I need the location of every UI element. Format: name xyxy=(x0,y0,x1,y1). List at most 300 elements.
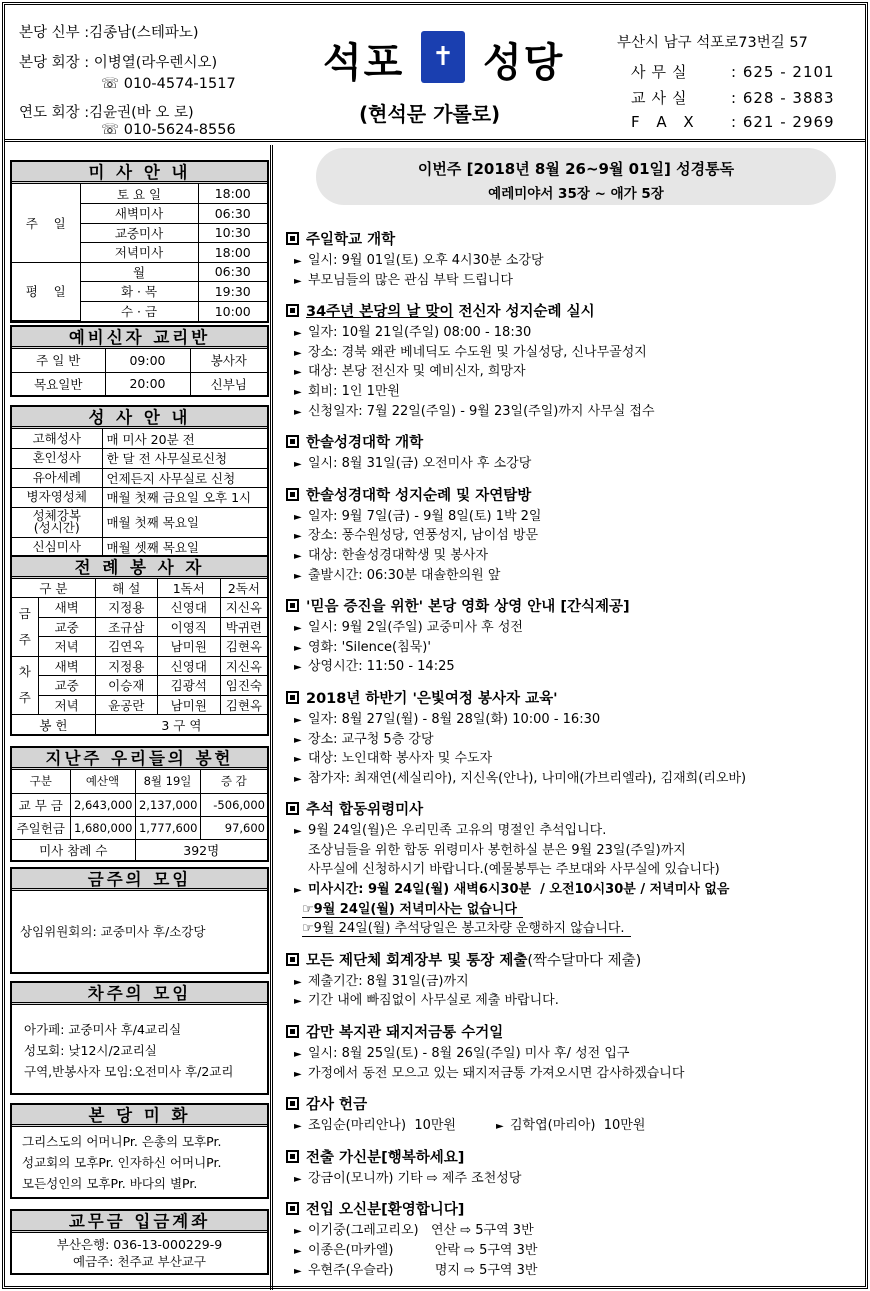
church-cleaning-line: 성교회의 모후Pr. 인자하신 어머니Pr. xyxy=(22,1155,222,1170)
sacrament-name: 유아세례 xyxy=(12,468,102,488)
liturgy-ministers-title: 전 례 봉 사 자 xyxy=(12,557,267,579)
bible-reading-banner xyxy=(316,148,836,205)
notice-item xyxy=(286,841,870,861)
notice-item xyxy=(286,251,870,271)
this-week-meetings-title: 금주의 모임 xyxy=(12,869,267,891)
mass-name: 저녁미사 xyxy=(80,243,198,263)
sacrament-name: 신심미사 xyxy=(12,537,102,557)
sacraments-info xyxy=(10,405,269,559)
notice-item xyxy=(286,900,870,920)
notice-item-text: ☞9월 24일(월) 추석당일은 봉고차량 운행하지 않습니다. xyxy=(302,921,631,937)
arrow-bullet-icon: ► xyxy=(294,714,302,726)
notice-item-text: 장소: 교구청 5층 강당 xyxy=(308,731,434,747)
table-row xyxy=(12,598,267,618)
column-header: 구 분 xyxy=(12,579,95,598)
cell: 목요일반 xyxy=(12,372,105,395)
notice-item xyxy=(286,1241,870,1261)
notice-section xyxy=(286,689,870,788)
this-week-meetings xyxy=(10,867,269,974)
table-row xyxy=(12,262,267,282)
this-week-meetings-line: 상임위원회의: 교중미사 후/소강당 xyxy=(20,924,206,939)
phone-icon: ☏ xyxy=(101,122,124,138)
cell: 교중 xyxy=(38,676,95,696)
arrow-bullet-icon: ► xyxy=(294,386,302,398)
sacrament-name: 병자영성체 xyxy=(12,488,102,508)
table-row xyxy=(12,816,267,839)
church-cleaning-line: 모든성인의 모후Pr. 바다의 별Pr. xyxy=(22,1176,198,1191)
phone-number: 010-5624-8556 xyxy=(123,122,236,138)
notice-section xyxy=(286,1148,870,1189)
day-type-label: 주 일 xyxy=(12,184,80,262)
notice-item-text: 김학엽(마리아) 10만원 xyxy=(509,1118,646,1134)
cell: 1,777,600 xyxy=(135,816,200,839)
cell: 지정용 xyxy=(95,598,157,618)
notice-title-text: '믿음 증진을 위한' 본당 영화 상영 안내 [간식제공] xyxy=(306,599,630,616)
notice-item xyxy=(286,1169,870,1189)
cell: 임진숙 xyxy=(220,676,267,696)
notice-item-text: 일자: 9월 7일(금) - 9월 8일(토) 1박 2일 xyxy=(308,508,542,524)
notice-item xyxy=(286,566,870,586)
notice-section xyxy=(286,1200,870,1280)
notice-section xyxy=(286,597,870,677)
notice-item xyxy=(286,730,870,750)
column-header: 구분 xyxy=(12,770,70,793)
notice-item xyxy=(286,749,870,769)
notice-item xyxy=(286,546,870,566)
square-bullet-icon xyxy=(286,304,299,317)
next-week-meetings-title: 차주의 모임 xyxy=(12,983,267,1005)
cell: 김현옥 xyxy=(220,695,267,715)
cell: -506,000 xyxy=(200,793,267,816)
notice-item-text: 이기중(그레고리오) 연산 ⇨ 5구역 3반 xyxy=(308,1223,534,1239)
office-label: 교사실 xyxy=(631,89,693,107)
arrow-bullet-icon: ► xyxy=(294,328,302,340)
arrow-bullet-icon: ► xyxy=(294,773,302,785)
arrow-bullet-icon: ► xyxy=(294,367,302,379)
attendance-value: 392명 xyxy=(135,839,267,860)
square-bullet-icon xyxy=(286,232,299,245)
liturgy-ministers xyxy=(10,555,269,736)
arrow-bullet-icon: ► xyxy=(294,885,302,897)
week-label: 금주 xyxy=(12,598,38,657)
church-logo-icon: ✝ xyxy=(421,31,465,83)
table-row xyxy=(12,468,267,488)
notice-item xyxy=(286,769,870,789)
sacrament-info: 매월 셋째 목요일 xyxy=(102,537,267,557)
table-header-row xyxy=(12,770,267,793)
table-row xyxy=(12,839,267,860)
table-row xyxy=(12,656,267,676)
teacher-phone xyxy=(631,87,835,108)
notice-item-text: 일시: 9월 01일(토) 오후 4시30분 소강당 xyxy=(308,253,544,268)
notice-item-text: 이종은(마카엘) 안락 ⇨ 5구역 3반 xyxy=(308,1243,538,1258)
notice-item xyxy=(286,362,870,382)
notice-section xyxy=(286,230,870,290)
tithe-account-line: 예금주: 천주교 부산교구 xyxy=(73,1254,206,1269)
reading-title: 이번주 [2018년 8월 26~9월 01일] 성경통독 xyxy=(417,160,735,178)
office-label: 사무실 xyxy=(631,63,693,81)
next-week-meetings-line: 구역,반봉사자 모임:오전미사 후/2교리 xyxy=(24,1064,234,1079)
arrow-bullet-icon: ► xyxy=(294,1246,302,1257)
arrow-bullet-icon: ► xyxy=(294,1049,302,1061)
table-row xyxy=(12,637,267,657)
square-bullet-icon xyxy=(286,802,299,815)
arrow-bullet-icon: ► xyxy=(294,1265,302,1277)
next-week-meetings-line: 성모회: 낮12시/2교리실 xyxy=(24,1043,157,1058)
notice-title-text: 주일학교 개학 xyxy=(306,232,396,248)
arrow-bullet-icon: ► xyxy=(495,1121,504,1133)
sacrament-info: 매월 첫째 목요일 xyxy=(102,507,267,537)
church-name-left: 석포 xyxy=(323,40,405,86)
mass-name: 수 · 금 xyxy=(80,301,198,321)
notice-item xyxy=(286,919,870,939)
cell: 2,643,000 xyxy=(70,793,135,816)
table-row xyxy=(12,488,267,508)
arrow-bullet-icon: ► xyxy=(294,826,302,838)
table-header-row xyxy=(12,579,267,598)
notice-section xyxy=(286,486,870,585)
notice-item-text: 영화: 'Silence(침묵)' xyxy=(308,639,431,655)
cell: 지신옥 xyxy=(220,656,267,676)
notice-item xyxy=(286,1221,870,1241)
notice-item xyxy=(286,860,870,880)
table-row xyxy=(12,429,267,449)
notice-item-text: 대상: 본당 전신자 및 예비신자, 희망자 xyxy=(308,364,526,380)
tithe-account-title: 교무금 입금계좌 xyxy=(12,1211,267,1233)
cell: 윤공란 xyxy=(95,695,157,715)
table-row xyxy=(12,449,267,469)
square-bullet-icon xyxy=(286,599,299,612)
notice-item xyxy=(286,382,870,402)
notice-title xyxy=(286,486,870,507)
cell: 김연옥 xyxy=(95,637,157,657)
square-bullet-icon xyxy=(286,1150,299,1163)
arrow-bullet-icon: ► xyxy=(294,754,302,766)
square-bullet-icon xyxy=(286,1025,299,1038)
notice-item xyxy=(286,991,870,1011)
notice-title xyxy=(286,302,870,323)
arrow-bullet-icon: ► xyxy=(294,256,302,267)
cell: 이영직 xyxy=(157,617,220,637)
next-week-meetings-line: 아가페: 교중미사 후/4교리실 xyxy=(24,1022,182,1037)
notice-item-text: 기간 내에 빠짐없이 사무실로 제출 바랍니다. xyxy=(308,993,559,1009)
fax-number xyxy=(631,113,835,131)
cell: 2,137,000 xyxy=(135,793,200,816)
last-week-offerings xyxy=(10,746,269,862)
arrow-bullet-icon: ► xyxy=(294,734,302,746)
notice-item-text: 장소: 풍수원성당, 연풍성지, 남이섬 방문 xyxy=(308,528,539,544)
cell: 1,680,000 xyxy=(70,816,135,839)
column-header: 2독서 xyxy=(220,579,267,598)
notice-title-text: 한솔성경대학 성지순례 및 자연탐방 xyxy=(306,487,532,504)
sacrament-info: 매 미사 20분 전 xyxy=(102,429,267,449)
cell: 지신옥 xyxy=(220,598,267,618)
church-cleaning-body xyxy=(12,1127,267,1197)
mass-name: 새벽미사 xyxy=(80,204,198,224)
header xyxy=(5,5,865,142)
mass-time: 19:30 xyxy=(198,282,267,302)
notice-title xyxy=(286,1023,870,1044)
arrow-bullet-icon: ► xyxy=(294,1068,302,1080)
notices xyxy=(286,230,870,1280)
this-week-meetings-body xyxy=(12,891,267,972)
giving-table xyxy=(12,770,267,860)
table-row xyxy=(12,793,267,816)
address: 부산시 남구 석포로73번길 57 xyxy=(617,35,808,51)
notice-item-text: 부모님들의 많은 관심 부탁 드립니다 xyxy=(308,272,513,288)
next-week-meetings-body xyxy=(12,1005,267,1093)
notice-item-text: 대상: 한솔성경대학생 및 봉사자 xyxy=(308,547,489,563)
notice-title-text: 모든 제단체 회계장부 및 통장 제출 xyxy=(306,952,528,969)
mass-name: 교중미사 xyxy=(80,223,198,243)
square-bullet-icon xyxy=(286,435,299,448)
cell: 김광석 xyxy=(157,676,220,696)
cell: 새벽 xyxy=(38,656,95,676)
notice-item-text: 미사시간: 9월 24일(월) 새벽6시30분 / 오전10시30분 / 저녁미사 없음 xyxy=(308,882,730,898)
cell: 주 일 반 xyxy=(12,349,105,372)
square-bullet-icon xyxy=(286,1202,299,1215)
arrow-bullet-icon: ► xyxy=(294,570,302,582)
notice-item xyxy=(286,271,870,291)
square-bullet-icon xyxy=(286,953,299,966)
notice-title-text: 추석 합동위령미사 xyxy=(306,802,424,819)
arrow-bullet-icon: ► xyxy=(294,662,302,674)
notice-item xyxy=(286,972,870,992)
office-label: F A X xyxy=(631,113,700,131)
column-header: 증 감 xyxy=(200,770,267,793)
priest-line: 본당 신부 :김종남(스테파노) xyxy=(19,25,199,41)
arrow-bullet-icon: ► xyxy=(294,1121,302,1133)
notice-item-text: 강금이(모니까) 기타 ⇨ 제주 조천성당 xyxy=(308,1170,522,1186)
notice-item-text: 일시: 8월 31일(금) 오전미사 후 소강당 xyxy=(308,456,532,472)
notice-item xyxy=(286,618,870,638)
notice-title-text: 2018년 하반기 '은빛여정 봉사자 교육' xyxy=(306,690,558,707)
mass-schedule xyxy=(10,160,269,323)
arrow-bullet-icon: ► xyxy=(294,1173,302,1185)
cell: 교 무 금 xyxy=(12,793,70,816)
day-type-label: 평 일 xyxy=(12,262,80,321)
cell: 신영대 xyxy=(157,598,220,618)
notice-item-text: 상영시간: 11:50 - 14:25 xyxy=(308,659,455,675)
notice-title xyxy=(286,230,870,251)
notice-item-text: 제출기간: 8월 31일(금)까지 xyxy=(308,973,469,989)
notice-title xyxy=(286,597,870,618)
cell: 지정용 xyxy=(95,656,157,676)
cell: 신영대 xyxy=(157,656,220,676)
sacraments-info-title: 성 사 안 내 xyxy=(12,407,267,429)
catechumen-class-title: 예비신자 교리반 xyxy=(12,327,267,349)
notice-item-text: 신청일자: 7월 22일(주일) - 9월 23일(주일)까지 사무실 접수 xyxy=(308,403,655,419)
cell: 남미원 xyxy=(157,695,220,715)
notice-section xyxy=(286,800,870,939)
notice-item xyxy=(286,402,870,422)
liturgy-table xyxy=(12,579,267,734)
notice-item xyxy=(286,638,870,658)
office-number: : 628 - 3883 xyxy=(731,89,835,107)
church-cleaning-title: 본 당 미 화 xyxy=(12,1105,267,1127)
notice-item-text: 사무실에 신청하시기 바랍니다.(예물봉투는 주보대와 사무실에 있습니다) xyxy=(308,862,720,878)
mass-name: 토 요 일 xyxy=(80,184,198,204)
cell: 박귀련 xyxy=(220,617,267,637)
square-bullet-icon xyxy=(286,691,299,704)
notice-title-text: 전입 오신분[환영합니다] xyxy=(306,1202,465,1219)
notice-title-text: 감사 헌금 xyxy=(306,1097,368,1114)
notice-item xyxy=(286,323,870,343)
attendance-label: 미사 참례 수 xyxy=(12,839,135,860)
notice-item-text: 우현주(우슬라) 명지 ⇨ 5구역 3반 xyxy=(308,1262,538,1278)
cell: 조규삼 xyxy=(95,617,157,637)
notice-item-text: 일자: 10월 21일(주일) 08:00 - 18:30 xyxy=(308,325,532,341)
notice-title xyxy=(286,800,870,821)
church-cleaning-line: 그리스도의 어머니Pr. 은총의 모후Pr. xyxy=(22,1134,222,1149)
president-line: 본당 회장 : 이병열(라우렌시오) xyxy=(19,55,218,71)
arrow-bullet-icon: ► xyxy=(294,459,302,471)
notice-item xyxy=(286,454,870,474)
cell: 봉사자 xyxy=(190,349,267,372)
notice-title-text: 감만 복지관 돼지저금통 수거일 xyxy=(306,1025,504,1042)
notice-item xyxy=(286,1261,870,1281)
notice-title-text: 전출 가신분[행복하세요] xyxy=(306,1149,465,1166)
notice-item xyxy=(286,507,870,527)
phone-icon: ☏ xyxy=(101,76,124,92)
cell: 저녁 xyxy=(38,695,95,715)
notice-title xyxy=(286,433,870,454)
cell: 교중 xyxy=(38,617,95,637)
notice-item xyxy=(286,657,870,677)
tithe-account-body xyxy=(12,1233,267,1273)
column-header: 1독서 xyxy=(157,579,220,598)
notice-item-text: 대상: 노인대학 봉사자 및 수도자 xyxy=(308,751,493,767)
offering-label: 봉 헌 xyxy=(12,715,95,735)
notice-item xyxy=(286,1116,870,1136)
notice-title xyxy=(286,1200,870,1221)
column-header: 예산액 xyxy=(70,770,135,793)
notice-item xyxy=(286,821,870,841)
column-header: 8월 19일 xyxy=(135,770,200,793)
phone-line xyxy=(101,76,236,92)
mass-time: 10:30 xyxy=(198,223,267,243)
sacraments-table xyxy=(12,429,267,557)
church-cleaning xyxy=(10,1103,269,1199)
notice-item xyxy=(286,343,870,363)
bulletin-page xyxy=(2,2,868,1289)
week-label: 차주 xyxy=(12,656,38,715)
arrow-bullet-icon: ► xyxy=(294,623,302,635)
arrow-bullet-icon: ► xyxy=(294,406,302,418)
sacrament-info: 매월 첫째 금요일 오후 1시 xyxy=(102,488,267,508)
office-number: : 621 - 2969 xyxy=(731,113,835,131)
mass-time: 06:30 xyxy=(198,262,267,282)
square-bullet-icon xyxy=(286,488,299,501)
sacrament-info: 한 달 전 사무실로신청 xyxy=(102,449,267,469)
mass-time: 18:00 xyxy=(198,243,267,263)
arrow-bullet-icon: ► xyxy=(294,275,302,287)
table-row xyxy=(12,184,267,204)
table-row xyxy=(12,372,267,395)
sacrament-name: 성체강복 (성시간) xyxy=(12,507,102,537)
table-row xyxy=(12,537,267,557)
church-name-right: 성당 xyxy=(483,40,565,86)
mass-time: 06:30 xyxy=(198,204,267,224)
arrow-bullet-icon: ► xyxy=(294,347,302,359)
cell: 신부님 xyxy=(190,372,267,395)
notice-section xyxy=(286,302,870,421)
notice-title xyxy=(286,951,870,972)
mass-schedule-title: 미 사 안 내 xyxy=(12,162,267,184)
mass-name: 화 · 목 xyxy=(80,282,198,302)
notice-item-text: 일자: 8월 27일(월) - 8월 28일(화) 10:00 - 16:30 xyxy=(308,711,601,727)
notice-item-text: ☞9월 24일(월) 저녁미사는 없습니다 xyxy=(302,902,523,918)
notice-title-text: 한솔성경대학 개학 xyxy=(306,435,424,452)
cell: 김현옥 xyxy=(220,637,267,657)
notice-title xyxy=(286,1148,870,1169)
arrow-bullet-icon: ► xyxy=(294,531,302,543)
sacrament-info: 언제든지 사무실로 신청 xyxy=(102,468,267,488)
notice-item xyxy=(286,880,870,900)
cell: 97,600 xyxy=(200,816,267,839)
arrow-bullet-icon: ► xyxy=(294,550,302,562)
sacrament-name: 혼인성사 xyxy=(12,449,102,469)
table-row xyxy=(12,695,267,715)
table-row xyxy=(12,617,267,637)
catechumen-class xyxy=(10,325,269,397)
notice-section xyxy=(286,1023,870,1083)
notice-item-text: 조상님들을 위한 합동 위령미사 봉헌하실 분은 9월 23일(주일)까지 xyxy=(308,842,686,858)
cell: 남미원 xyxy=(157,637,220,657)
notice-item-text: 일시: 9월 2일(주일) 교중미사 후 성전 xyxy=(308,620,523,636)
tithe-account-line: 부산은행: 036-13-000229-9 xyxy=(56,1237,223,1252)
office-number: : 625 - 2101 xyxy=(731,63,835,81)
table-row xyxy=(12,715,267,735)
arrow-bullet-icon: ► xyxy=(294,996,302,1008)
table-row xyxy=(12,676,267,696)
arrow-bullet-icon: ► xyxy=(294,511,302,523)
cell: 09:00 xyxy=(105,349,190,372)
reading-range: 예레미야서 35장 ~ 애가 5장 xyxy=(488,186,664,202)
notice-item xyxy=(286,710,870,730)
arrow-bullet-icon: ► xyxy=(294,642,302,654)
cell: 주일헌금 xyxy=(12,816,70,839)
offering-value: 3 구 역 xyxy=(95,715,267,735)
column-header: 해 설 xyxy=(95,579,157,598)
table-row xyxy=(12,507,267,537)
next-week-meetings xyxy=(10,981,269,1095)
mass-table xyxy=(12,184,267,321)
mass-time: 18:00 xyxy=(198,184,267,204)
notice-item-text: 일시: 8월 25일(토) - 8월 26일(주일) 미사 후/ 성전 입구 xyxy=(308,1046,630,1062)
notice-title-underlined: 34주년 본당의 날 맞이 xyxy=(306,304,454,321)
arrow-bullet-icon: ► xyxy=(294,1226,302,1238)
notice-title xyxy=(286,689,870,710)
office-phone xyxy=(631,61,835,82)
notice-item xyxy=(286,526,870,546)
notice-section xyxy=(286,433,870,474)
catechumen-table xyxy=(12,349,267,395)
notice-item-text: 회비: 1인 1만원 xyxy=(308,383,400,399)
notice-section xyxy=(286,951,870,1011)
yeondo-line: 연도 회장 :김윤권(바 오 로) xyxy=(19,105,194,121)
notice-item-text: 9월 24일(월)은 우리민족 고유의 명절인 추석입니다. xyxy=(308,823,607,839)
mass-name: 월 xyxy=(80,262,198,282)
mass-time: 10:00 xyxy=(198,301,267,321)
sacrament-name: 고해성사 xyxy=(12,429,102,449)
patron-subtitle: (현석문 가롤로) xyxy=(359,102,501,126)
notice-title-suffix: (짝수달마다 제출) xyxy=(527,952,642,969)
phone-number: 010-4574-1517 xyxy=(123,76,236,92)
table-row xyxy=(12,349,267,372)
notice-item-text: 참가자: 최재연(세실리아), 지신옥(안나), 나미애(가브리엘라), 김재희(리오바) xyxy=(308,770,747,786)
last-week-offerings-title: 지난주 우리들의 봉헌 xyxy=(12,748,267,770)
